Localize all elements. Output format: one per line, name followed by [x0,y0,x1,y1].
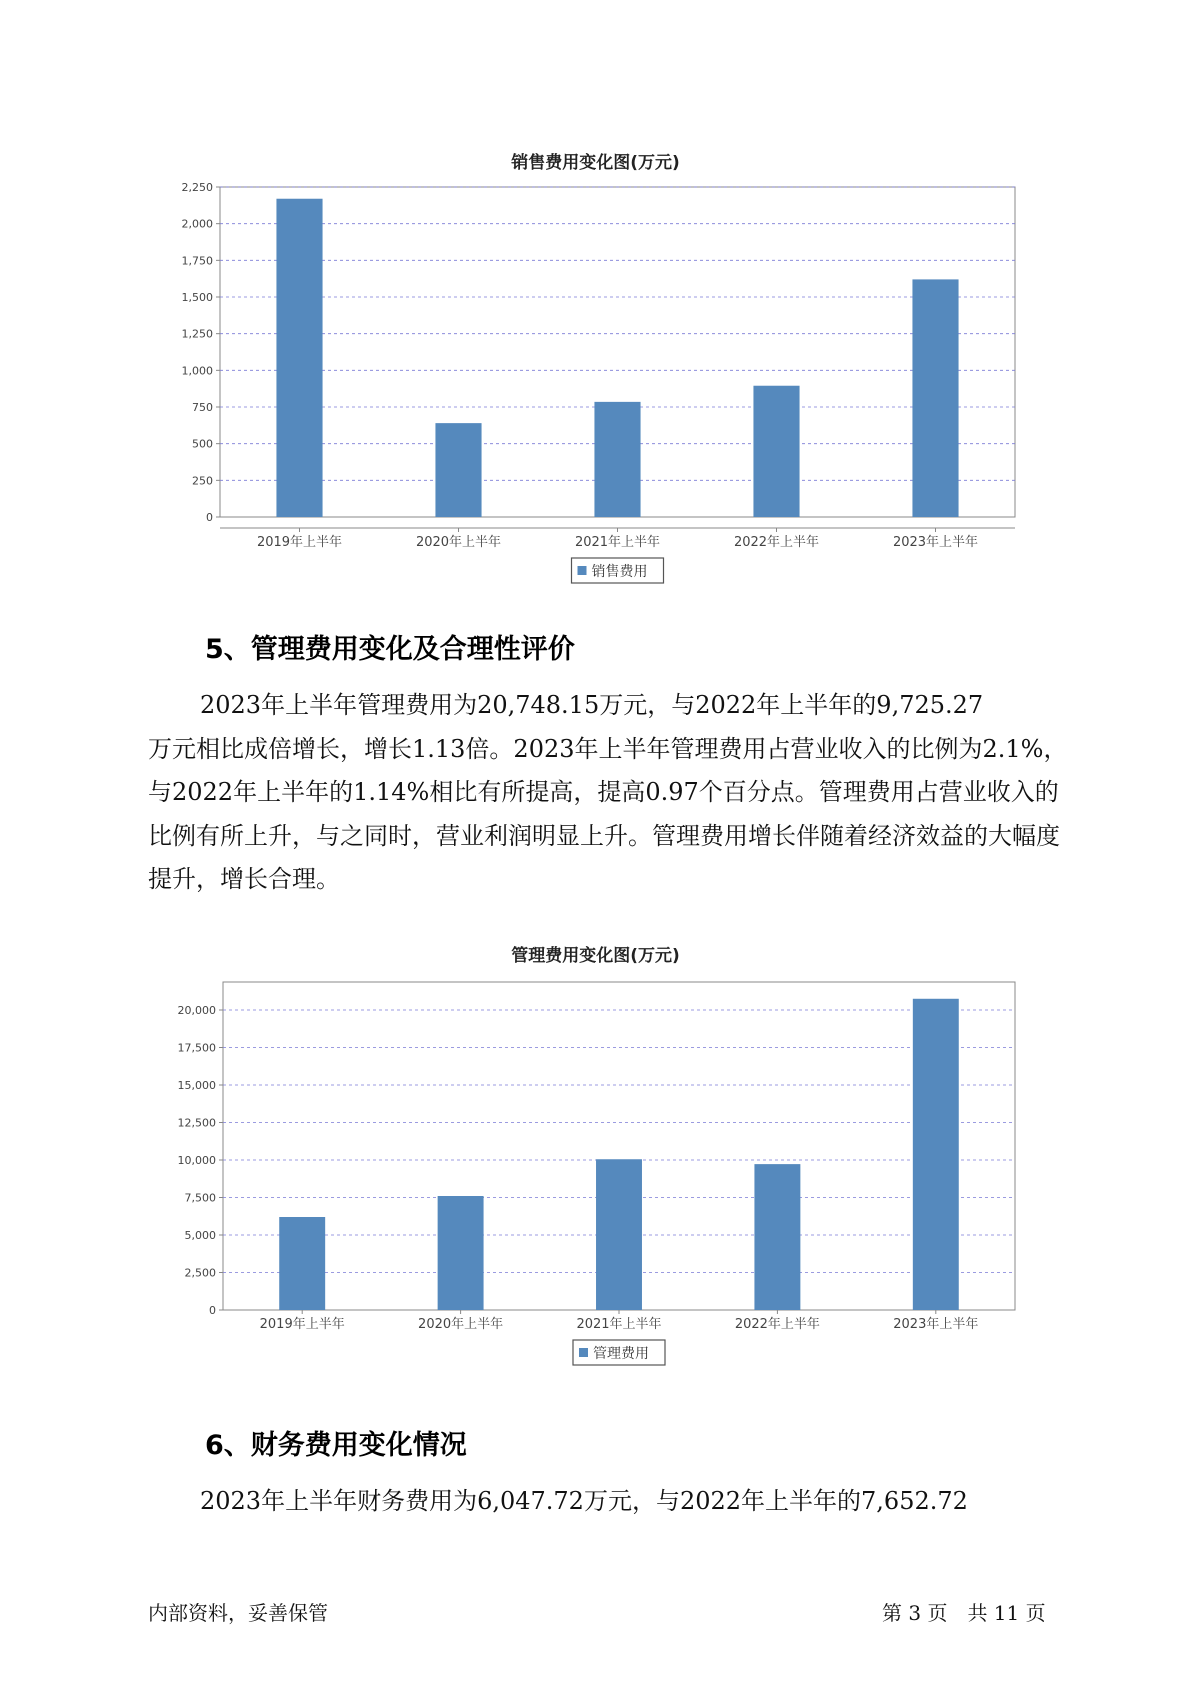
footer-page-number: 第 3 页 共 11 页 [882,1601,1046,1625]
chart2-title: 管理费用变化图(万元) [511,946,680,966]
bar [912,279,958,517]
x-tick-label: 2019年上半年 [256,535,343,550]
management-expense-chart [0,970,1191,1390]
legend-label: 管理费用 [593,1346,649,1362]
bar [753,386,799,517]
legend-swatch [579,1348,588,1357]
y-tick-label: 0 [209,1304,216,1317]
section5-para-rest: 万元相比成倍增长，增长1.13倍。2023年上半年管理费用占营业收入的比例为2.1%，与2022年上半年的1.14%相比有所提高，提高0.97个百分点。管理费用占营业收入的比例有所上升，与之同时，营业利润明显上升。管理费用增长伴随着经济效益的大幅度提升，增长合理。 [148,734,1068,893]
x-tick-label: 2022年上半年 [734,1317,820,1332]
chart1-title: 销售费用变化图(万元) [511,153,680,173]
y-tick-label: 7,500 [184,1191,216,1205]
bar [276,199,322,517]
x-tick-label: 2021年上半年 [576,1317,662,1332]
bar [435,423,481,517]
bar [596,1159,642,1310]
x-tick-label: 2021年上半年 [574,535,661,550]
y-tick-label: 20,000 [177,1004,216,1017]
section6-para-line1: 2023年上半年财务费用为6,047.72万元，与2022年上半年的7,652.72 [200,1487,968,1515]
sales-expense-chart [0,175,1191,595]
section5-paragraph [148,684,1068,902]
legend-label: 销售费用 [591,564,648,580]
x-tick-label: 2020年上半年 [415,535,502,550]
section5-para-line1: 2023年上半年管理费用为20,748.15万元，与2022年上半年的9,725.27 [200,691,984,719]
y-tick-label: 15,000 [177,1079,216,1092]
y-tick-label: 5,000 [184,1229,216,1242]
y-tick-label: 2,250 [181,181,213,194]
section6-paragraph [148,1480,1068,1524]
legend-swatch [578,566,587,575]
y-tick-label: 1,500 [181,291,213,304]
x-tick-label: 2023年上半年 [893,1317,979,1332]
y-tick-label: 10,000 [177,1154,216,1167]
section6-heading: 6、财务费用变化情况 [205,1430,467,1461]
y-tick-label: 500 [192,437,213,451]
footer-left: 内部资料，妥善保管 [148,1601,328,1625]
y-tick-label: 250 [192,474,213,488]
y-tick-label: 17,500 [177,1041,216,1055]
y-tick-label: 0 [206,511,213,524]
bar [594,402,640,517]
section5-heading: 5、管理费用变化及合理性评价 [205,634,575,665]
x-tick-label: 2019年上半年 [259,1317,345,1332]
y-tick-label: 1,250 [181,327,213,341]
y-tick-label: 1,000 [181,364,213,378]
x-tick-label: 2023年上半年 [892,535,979,550]
y-tick-label: 2,500 [184,1266,216,1280]
y-tick-label: 1,750 [181,254,213,268]
bar [279,1217,325,1310]
y-tick-label: 2,000 [181,217,213,231]
x-tick-label: 2020年上半年 [418,1317,504,1332]
bar [438,1196,484,1310]
y-tick-label: 12,500 [177,1116,216,1130]
y-tick-label: 750 [192,401,213,414]
bar [754,1164,800,1310]
bar [913,999,959,1310]
x-tick-label: 2022年上半年 [733,535,820,550]
